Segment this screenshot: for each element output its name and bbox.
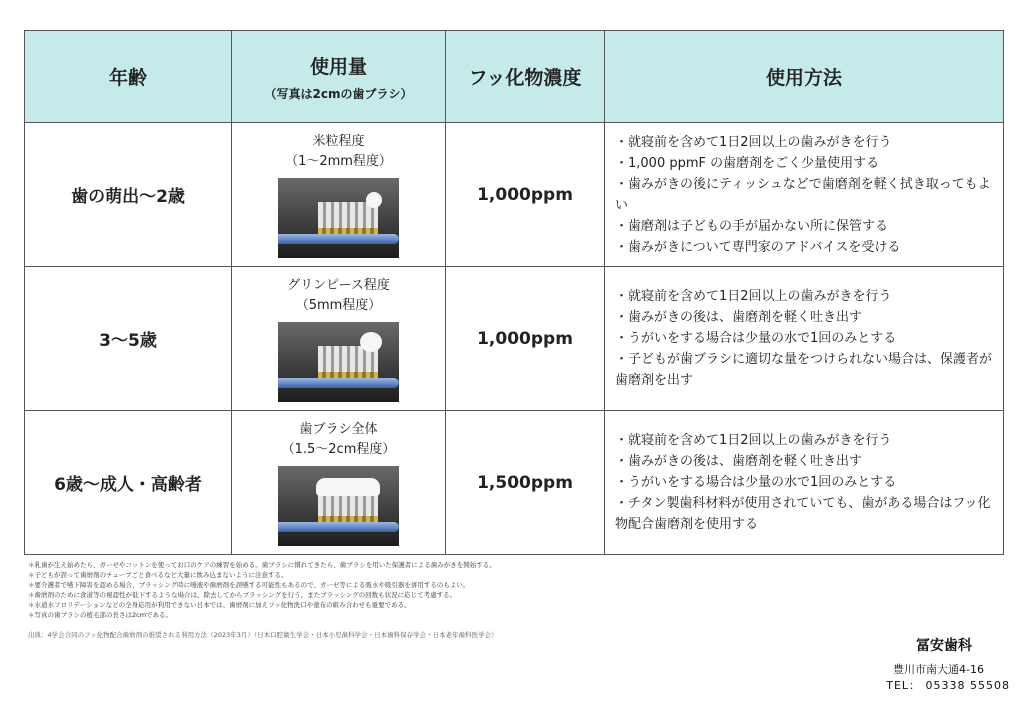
amount-label: グリンピース程度 <box>287 277 390 293</box>
bristle-base-graphic <box>318 372 378 378</box>
concentration-cell: 1,000ppm <box>446 123 605 267</box>
table-row <box>25 411 1004 555</box>
header-amount-sub: （写真は2cmの歯ブラシ） <box>264 86 413 101</box>
header-method: 使用方法 <box>605 31 1004 123</box>
header-concentration: フッ化物濃度 <box>446 31 605 123</box>
method-item: ・歯みがきの後にティッシュなどで歯磨剤を軽く拭き取ってもよい <box>615 176 991 213</box>
method-item: ・歯みがきについて専門家のアドバイスを受ける <box>615 239 901 255</box>
method-item: ・子どもが歯ブラシに適切な量をつけられない場合は、保護者が歯磨剤を出す <box>615 352 993 388</box>
concentration-cell: 1,500ppm <box>446 411 605 555</box>
method-item: ・就寝前を含めて1日2回以上の歯みがきを行う <box>615 289 892 304</box>
footnote: ＊要介護者で嚥下障害を認める場合、ブラッシング時に唾液や歯磨剤を誤嚥する可能性もあるので、ガーゼ等による吸水や吸引器を併用するのもよい。 <box>28 581 470 589</box>
age-cell: 6歳〜成人・高齢者 <box>25 411 232 555</box>
table-row <box>25 267 1004 411</box>
bristle-base-graphic <box>318 516 378 522</box>
method-cell <box>605 411 1004 555</box>
method-item: ・チタン製歯科材料が使用されていても、歯がある場合はフッ化物配合歯磨剤を使用する <box>615 496 991 532</box>
footnote: ＊水道水フロリデーションなどの全身応用が利用できない日本では、歯磨剤に加えフッ化物洗口や塗布の組み合わせも重要である。 <box>28 601 411 609</box>
amount-size: （5mm程度） <box>295 297 382 313</box>
header-amount-label: 使用量 <box>309 55 367 78</box>
amount-size: （1.5〜2cm程度） <box>281 441 396 457</box>
toothpaste-full-brush <box>316 478 380 496</box>
method-cell <box>605 123 1004 267</box>
footnotes <box>28 560 728 620</box>
concentration-cell: 1,000ppm <box>446 267 605 411</box>
age-cell: 3〜5歳 <box>25 267 232 411</box>
source-citation: 出典：4学会合同のフッ化物配合歯磨剤の推奨される利用方法（2023年3月）（日本口腔衛生学会・日本小児歯科学会・日本歯科保存学会・日本老年歯科医学会） <box>28 631 498 639</box>
amount-cell <box>232 267 446 411</box>
amount-cell <box>232 123 446 267</box>
method-item: ・うがいをする場合は少量の水で1回のみとする <box>615 331 897 346</box>
table-header-row <box>25 31 1004 123</box>
toothbrush-photo <box>278 466 399 546</box>
fluoride-usage-table <box>24 30 1004 555</box>
amount-size: （1〜2mm程度） <box>285 153 392 169</box>
footnote: ＊子どもが誤って歯磨剤のチューブごと食べるなど大量に飲み込まないように注意する。 <box>28 571 288 579</box>
toothbrush-photo <box>278 178 399 258</box>
footnote: ＊乳歯が生え始めたら、ガーゼやコットンを使ってお口のケアの練習を始める。歯ブラシに慣れてきたら、歯ブラシを用いた保護者による歯みがきを開始する。 <box>28 561 496 569</box>
method-item: ・就寝前を含めて1日2回以上の歯みがきを行う <box>615 134 892 150</box>
toothpaste-pea-size <box>360 332 382 352</box>
amount-cell <box>232 411 446 555</box>
method-cell <box>605 267 1004 411</box>
header-age: 年齢 <box>25 31 232 123</box>
footnote: ＊写真の歯ブラシの植毛部の長さは2cmである。 <box>28 611 173 619</box>
bristle-base-graphic <box>318 228 378 234</box>
amount-label: 歯ブラシ全体 <box>299 421 378 437</box>
method-item: ・就寝前を含めて1日2回以上の歯みがきを行う <box>615 433 892 448</box>
handle-graphic <box>278 522 399 532</box>
header-amount <box>232 31 446 123</box>
footnote: ＊歯磨剤のために食道等の視認性が低下するような場合は、除去してからブラッシングを行う。またブラッシングの回数も状況に応じて考慮する。 <box>28 591 457 599</box>
toothpaste-rice-grain <box>366 192 382 208</box>
age-cell: 歯の萌出〜2歳 <box>25 123 232 267</box>
method-item: ・歯みがきの後は、歯磨剤を軽く吐き出す <box>615 310 863 325</box>
toothbrush-photo <box>278 322 399 402</box>
amount-label: 米粒程度 <box>312 133 365 149</box>
method-item: ・歯磨剤は子どもの手が届かない所に保管する <box>615 218 889 234</box>
clinic-address: 豊川市南大通4-16 <box>893 663 984 676</box>
handle-graphic <box>278 234 399 244</box>
clinic-tel: TEL： 05338 55508 <box>886 679 1010 692</box>
method-item: ・うがいをする場合は少量の水で1回のみとする <box>615 475 897 490</box>
method-item: ・歯みがきの後は、歯磨剤を軽く吐き出す <box>615 454 863 469</box>
table-row <box>25 123 1004 267</box>
handle-graphic <box>278 378 399 388</box>
method-item: ・1,000 ppmF の歯磨剤をごく少量使用する <box>615 155 880 171</box>
clinic-name: 冨安歯科 <box>916 638 972 654</box>
